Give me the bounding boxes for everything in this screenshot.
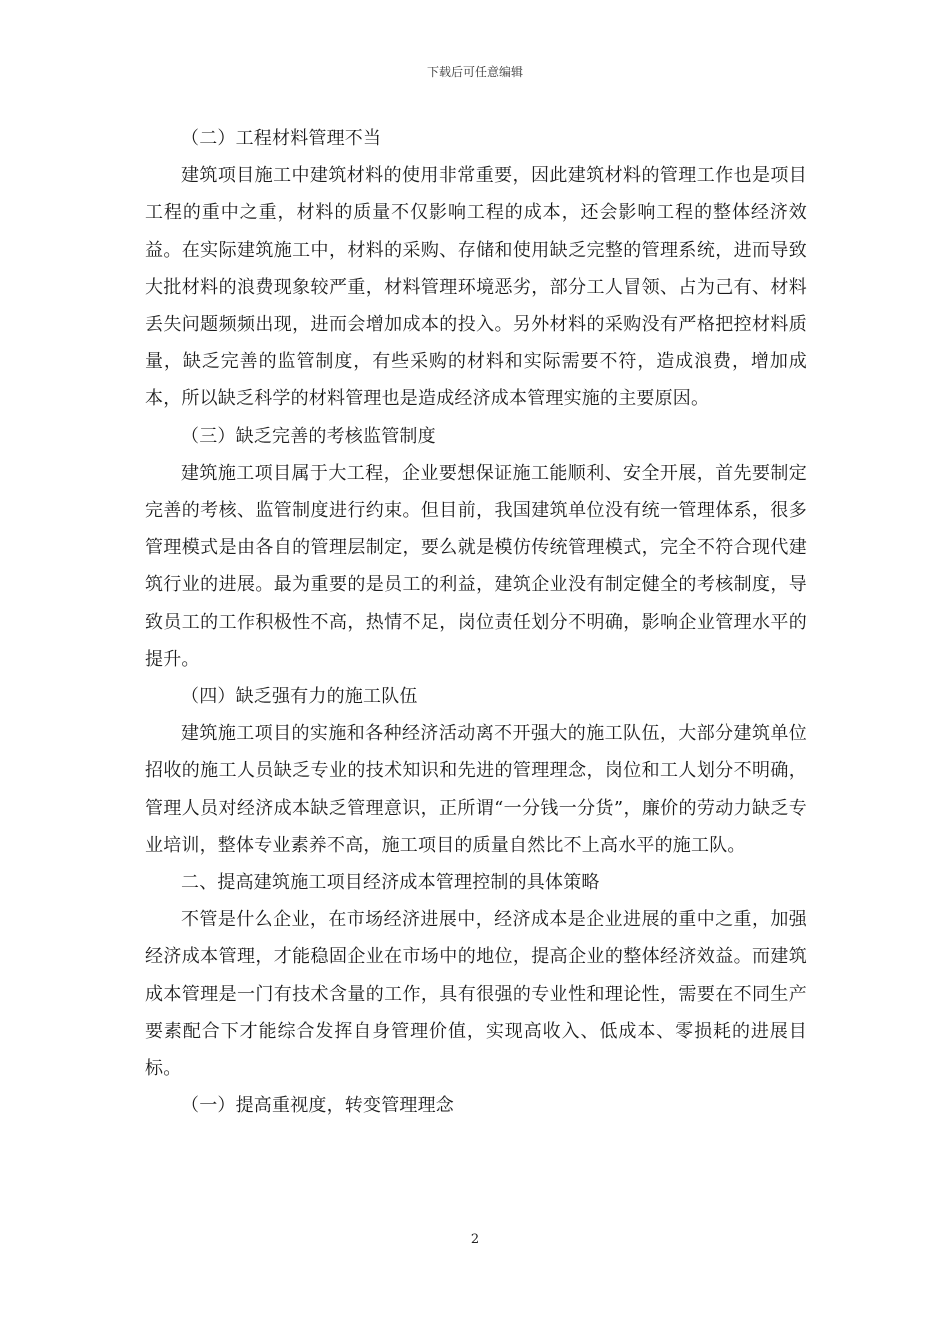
section-heading-workforce: （四）缺乏强有力的施工队伍	[181, 686, 418, 708]
document-body	[145, 120, 807, 1124]
page-number: 2	[470, 1232, 480, 1247]
page-header: 下载后可任意编辑	[426, 65, 523, 79]
section-heading-materials: （二）工程材料管理不当	[181, 128, 382, 149]
section-heading-awareness: （一）提高重视度，转变管理理念	[181, 1095, 454, 1117]
paragraph-supervision: 建筑施工项目属于大工程，企业要想保证施工能顺利、安全开展，首先要制定完善的考核、监管制度进行约束。但目前，我国建筑单位没有统一管理体系，很多管理模式是由各自的管理层制定，要么就是模仿传统管理模式，完全不符合现代建筑行业的进展。最为重要的是员工的利益，建筑企业没有制定健全的考核制度，导致员工的工作积极性不高，热情不足，岗位责任划分不明确，影响企业管理水平的提升。	[145, 462, 807, 670]
paragraph-workforce: 建筑施工项目的实施和各种经济活动离不开强大的施工队伍，大部分建筑单位招收的施工人员缺乏专业的技术知识和先进的管理理念，岗位和工人划分不明确，管理人员对经济成本缺乏管理意识，正所谓“一分钱一分货”，廉价的劳动力缺乏专业培训，整体专业素养不高，施工项目的质量自然比不上高水平的施工队。	[145, 723, 807, 856]
section-heading-supervision: （三）缺乏完善的考核监管制度	[181, 425, 436, 447]
section-heading-strategies: 二、提高建筑施工项目经济成本管理控制的具体策略	[181, 872, 600, 894]
paragraph-materials: 建筑项目施工中建筑材料的使用非常重要，因此建筑材料的管理工作也是项目工程的重中之重，材料的质量不仅影响工程的成本，还会影响工程的整体经济效益。在实际建筑施工中，材料的采购、存储和使用缺乏完整的管理系统，进而导致大批材料的浪费现象较严重，材料管理环境恶劣，部分工人冒领、占为己有、材料丢失问题频频出现，进而会增加成本的投入。另外材料的采购没有严格把控材料质量，缺乏完善的监管制度，有些采购的材料和实际需要不符，造成浪费，增加成本，所以缺乏科学的材料管理也是造成经济成本管理实施的主要原因。	[145, 165, 807, 410]
paragraph-strategies: 不管是什么企业，在市场经济进展中，经济成本是企业进展的重中之重，加强经济成本管理，才能稳固企业在市场中的地位，提高企业的整体经济效益。而建筑成本管理是一门有技术含量的工作，具有很强的专业性和理论性，需要在不同生产要素配合下才能综合发挥自身管理价值，实现高收入、低成本、零损耗的进展目标。	[145, 909, 807, 1080]
